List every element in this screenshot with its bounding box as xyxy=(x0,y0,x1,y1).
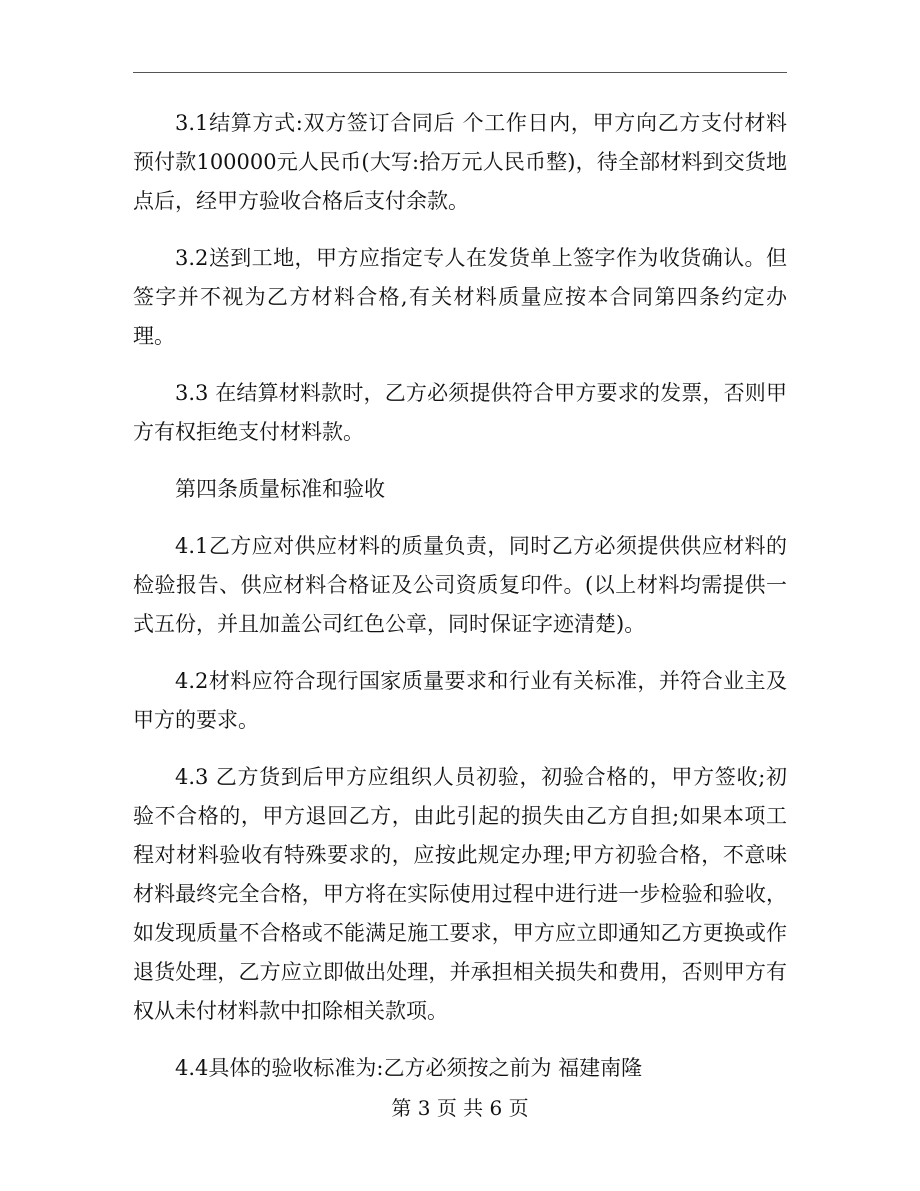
clause-4-1: 4.1乙方应对供应材料的质量负责，同时乙方必须提供供应材料的检验报告、供应材料合格证及公司资质复印件。(以上材料均需提供一式五份，并且加盖公司红色公章，同时保证字迹清楚)。 xyxy=(133,534,787,636)
clause-4-4: 4.4具体的验收标准为:乙方必须按之前为 福建南隆 xyxy=(175,1056,643,1080)
clause-3-2: 3.2送到工地，甲方应指定专人在发货单上签字作为收货确认。但签字并不视为乙方材料合格,有关材料质量应按本合同第四条约定办理。 xyxy=(133,246,787,348)
clause-4-2: 4.2材料应符合现行国家质量要求和行业有关标准，并符合业主及甲方的要求。 xyxy=(133,669,787,732)
article-4-heading: 第四条质量标准和验收 xyxy=(175,477,385,501)
clause-3-3: 3.3 在结算材料款时，乙方必须提供符合甲方要求的发票，否则甲方有权拒绝支付材料款。 xyxy=(133,381,787,444)
clause-3-1: 3.1结算方式:双方签订合同后 个工作日内，甲方向乙方支付材料预付款100000元人民币(大写:拾万元人民币整)，待全部材料到交货地点后，经甲方验收合格后支付余款。 xyxy=(133,111,787,213)
document-body xyxy=(133,104,787,1106)
header-rule xyxy=(133,72,787,73)
clause-4-3: 4.3 乙方货到后甲方应组织人员初验，初验合格的，甲方签收;初验不合格的，甲方退回乙方，由此引起的损失由乙方自担;如果本项工程对材料验收有特殊要求的，应按此规定办理;甲方初验合格，不意味材料最终完全合格，甲方将在实际使用过程中进行进一步检验和验收，如发现质量不合格或不能满足施工要求，甲方应立即通知乙方更换或作退货处理，乙方应立即做出处理，并承担相关损失和费用，否则甲方有权从未付材料款中扣除相关款项。 xyxy=(133,765,787,1023)
page-number-footer: 第 3 页 共 6 页 xyxy=(391,1096,529,1120)
